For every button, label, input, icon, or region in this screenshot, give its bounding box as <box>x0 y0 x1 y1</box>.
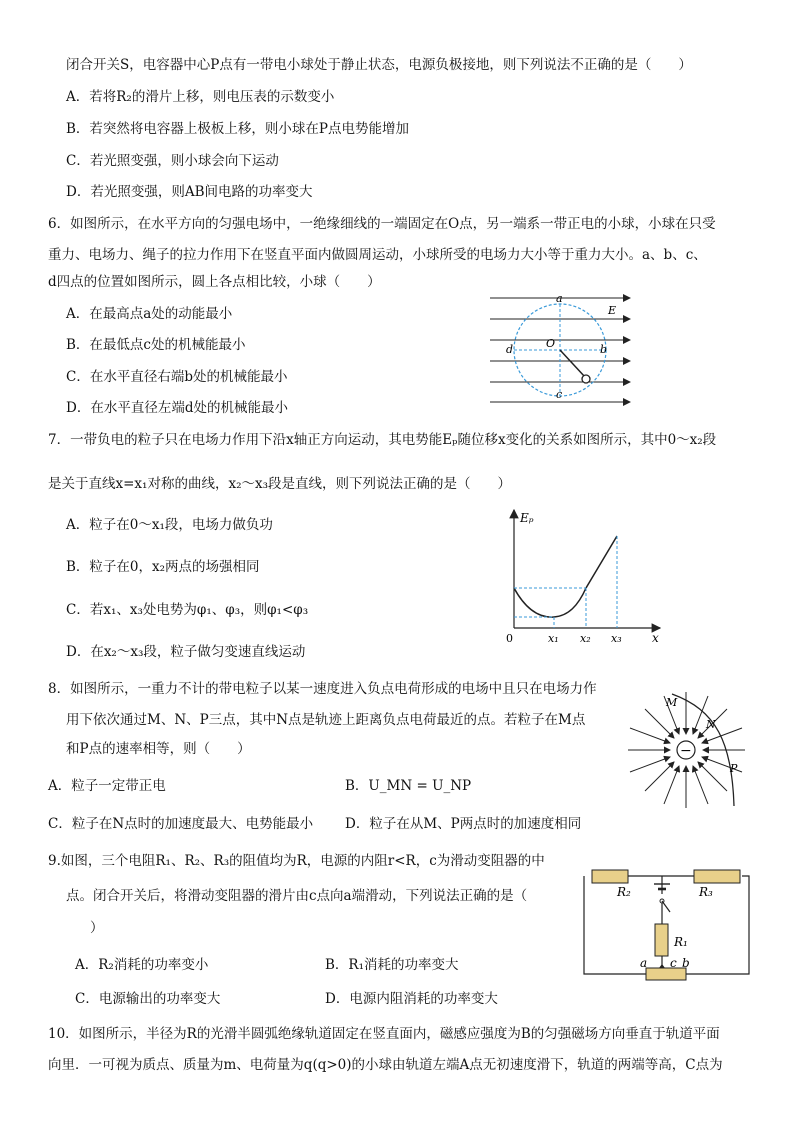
circuit-wire-left <box>584 876 646 974</box>
label-O: O <box>546 337 556 350</box>
q6-stem-line-2: 重力、电场力、绳子的拉力作用下在竖直平面内做圆周运动，小球所受的电场力大小等于重力大小。a、b、c、 <box>48 247 707 263</box>
q6-stem-line-3: d四点的位置如图所示，圆上各点相比较，小球（ ） <box>48 274 381 290</box>
q9-stem-line-2: 点。闭合开关后，将滑动变阻器的滑片由c点向a端滑动，下列说法正确的是（ <box>66 888 528 904</box>
tick-x3: x₃ <box>611 632 622 645</box>
q7-option-a: A．粒子在0～x₁段，电场力做负功 <box>66 517 273 533</box>
q9-circuit-diagram <box>582 864 752 982</box>
q10-stem-line-1: 10．如图所示，半径为R的光滑半圆弧绝缘轨道固定在竖直面内，磁感应强度为B的匀强磁场方向垂直于轨道平面 <box>48 1026 720 1042</box>
resistor-r3 <box>694 870 740 883</box>
label-E: E <box>608 304 617 317</box>
q6-option-a: A．在最高点a处的动能最小 <box>66 306 233 322</box>
label-a: a <box>556 292 563 305</box>
label-c: c <box>556 388 563 401</box>
q8-option-d: D．粒子在从M、P两点时的加速度相同 <box>345 816 582 832</box>
q6-field-figure <box>490 292 635 404</box>
switch-blade <box>662 901 670 912</box>
q6-option-b: B．在最低点c处的机械能最小 <box>66 337 246 353</box>
q5-option-b: B．若突然将电容器上极板上移，则小球在P点电势能增加 <box>66 121 410 137</box>
rheostat-slider-arrow <box>659 964 665 968</box>
q7-option-b: B．粒子在0，x₂两点的场强相同 <box>66 559 260 575</box>
q5-option-d: D．若光照变强，则AB间电路的功率变大 <box>66 184 313 200</box>
q5-option-c: C．若光照变强，则小球会向下运动 <box>66 153 279 169</box>
q9-option-b: B．R₁消耗的功率变大 <box>325 957 459 973</box>
q8-point-charge-figure <box>624 690 749 808</box>
q8-stem-line-3: 和P点的速率相等，则（ ） <box>66 741 251 757</box>
x-axis-label: x <box>652 631 659 645</box>
q7-option-d: D．在x₂～x₃段，粒子做匀变速直线运动 <box>66 644 306 660</box>
q9-stem-line-3: ） <box>90 920 104 936</box>
q5-stem: 闭合开关S，电容器中心P点有一带电小球处于静止状态，电源负极接地，则下列说法不正确的是（ ） <box>66 57 692 73</box>
q9-option-d: D．电源内阻消耗的功率变大 <box>325 991 498 1007</box>
y-axis-label: Eₚ <box>520 511 534 525</box>
q6-stem-line-1: 6．如图所示，在水平方向的匀强电场中，一绝缘细线的一端固定在O点，另一端系一带正电的小球，小球在只受 <box>48 216 716 232</box>
label-R3: R₃ <box>699 885 713 899</box>
label-c: c <box>670 956 677 970</box>
q8-option-a: A．粒子一定带正电 <box>48 778 166 794</box>
tick-x2: x₂ <box>580 632 591 645</box>
label-a: a <box>640 956 648 970</box>
label-N: N <box>706 718 716 731</box>
tick-x1: x₁ <box>548 632 559 645</box>
q7-option-c: C．若x₁、x₃处电势为φ₁、φ₃，则φ₁<φ₃ <box>66 602 309 618</box>
q6-option-d: D．在水平直径左端d处的机械能最小 <box>66 400 288 416</box>
label-M: M <box>666 696 678 709</box>
resistor-r2 <box>592 870 628 883</box>
label-R2: R₂ <box>617 885 631 899</box>
q9-stem-line-1: 9.如图，三个电阻R₁、R₂、R₃的阻值均为R，电源的内阻r<R，c为滑动变阻器的中 <box>48 853 545 869</box>
circuit-wire-right <box>686 876 749 974</box>
q7-stem-line-2: 是关于直线x=x₁对称的曲线，x₂～x₃段是直线，则下列说法正确的是（ ） <box>48 476 512 492</box>
rheostat-ab <box>646 968 686 980</box>
ep-curve <box>514 536 617 617</box>
label-b: b <box>682 956 690 970</box>
q7-stem-line-1: 7．一带负电的粒子只在电场力作用下沿x轴正方向运动，其电势能Eₚ随位移x变化的关系如图所示，其中0～x₂段 <box>48 432 717 448</box>
q7-ep-graph <box>500 508 670 646</box>
q6-option-c: C．在水平直径右端b处的机械能最小 <box>66 369 288 385</box>
label-d: d <box>506 343 514 356</box>
label-P: P <box>730 762 738 775</box>
label-R1: R₁ <box>674 935 688 949</box>
q8-stem-line-1: 8．如图所示，一重力不计的带电粒子以某一速度进入负点电荷形成的电场中且只在电场力作 <box>48 681 597 697</box>
label-b: b <box>600 343 608 356</box>
q5-option-a: A．若将R₂的滑片上移，则电压表的示数变小 <box>66 89 335 105</box>
string <box>560 350 585 377</box>
q8-option-c: C．粒子在N点时的加速度最大、电势能最小 <box>48 816 314 832</box>
q9-option-c: C．电源输出的功率变大 <box>75 991 221 1007</box>
origin-label: 0 <box>506 632 513 645</box>
q8-option-b: B．U_MN = U_NP <box>345 778 472 794</box>
q8-stem-line-2: 用下依次通过M、N、P三点，其中N点是轨迹上距离负点电荷最近的点。若粒子在M点 <box>66 712 586 728</box>
charge-sign: − <box>680 743 692 759</box>
charged-ball <box>582 375 590 383</box>
resistor-r1 <box>655 924 668 956</box>
q10-stem-line-2: 向里．一可视为质点、质量为m、电荷量为q(q>0)的小球由轨道左端A点无初速度滑下，轨道的两端等高，C点为 <box>48 1057 723 1073</box>
q9-option-a: A．R₂消耗的功率变小 <box>75 957 209 973</box>
